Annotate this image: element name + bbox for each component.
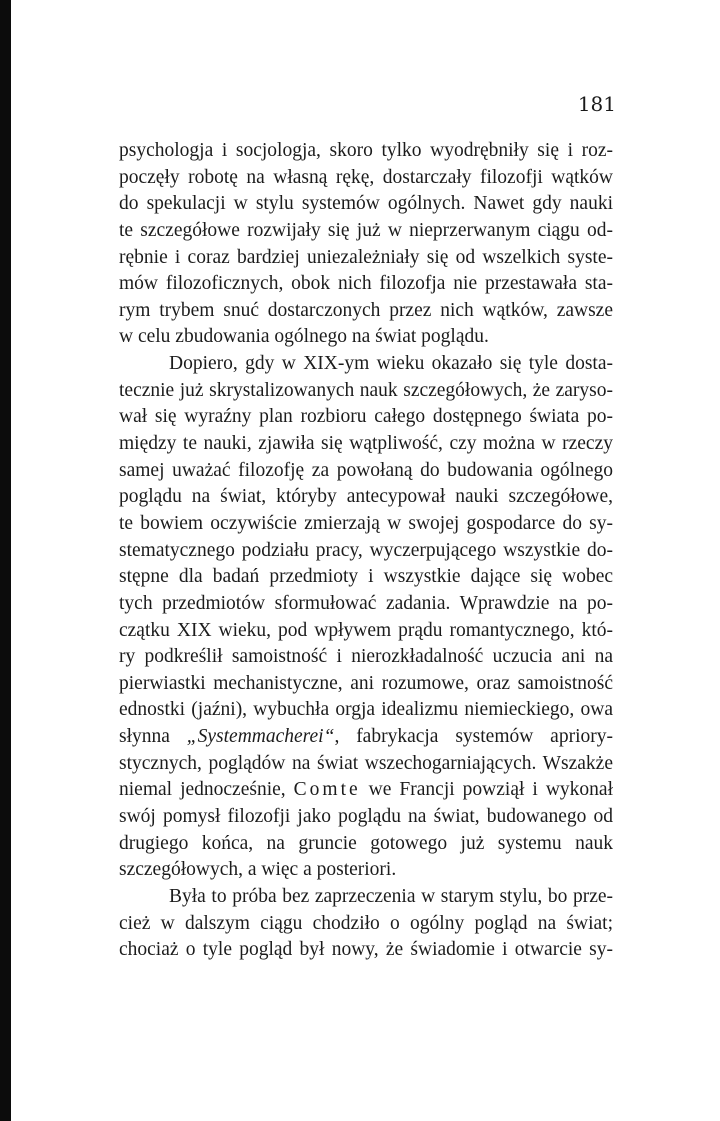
- text-line: tecznie już skrystalizowanych nauk szczegółowych, że zaryso-: [119, 379, 613, 401]
- text-line: poczęły robotę na własną rękę, dostarczały filozofji wątków: [119, 166, 613, 188]
- text-line: mów filozoficznych, obok nich filozofja nie przestawała sta-: [119, 273, 613, 295]
- text-line: ry podkreślił samoistność i nierozkładalność uczucia ani na: [119, 646, 613, 668]
- text-line: swój pomysł filozofji jako poglądu na świat, budowanego od: [119, 806, 613, 828]
- text-line: psychologja i socjologja, skoro tylko wyodrębniły się i roz-: [119, 140, 613, 161]
- text-line: między te nauki, zjawiła się wątpliwość, czy można w rzeczy: [119, 433, 613, 455]
- text-line: tych przedmiotów sformułować zadania. Wprawdzie na po-: [119, 592, 613, 614]
- text-line: chociaż o tyle pogląd był nowy, że świadomie i otwarcie sy-: [119, 939, 613, 961]
- text-line: wał się wyraźny plan rozbioru całego dostępnego świata po-: [119, 406, 613, 428]
- text-line: pierwiastki mechanistyczne, ani rozumowe, oraz samoistność: [119, 672, 613, 694]
- text-segment: , fabrykacja systemów apriory-: [334, 726, 613, 748]
- text-line: w celu zbudowania ogólnego na świat poglądu.: [119, 326, 489, 348]
- text-line: rym trybem snuć dostarczonych przez nich wątków, zawsze: [119, 299, 613, 321]
- text-line: te bowiem oczywiście zmierzają w swojej gospodarce do sy-: [119, 512, 613, 534]
- text-line: samej uważać filozofję za powołaną do budowania ogólnego: [119, 459, 613, 481]
- text-line: cież w dalszym ciągu chodziło o ogólny pogląd na świat;: [119, 912, 613, 934]
- text-line: Była to próba bez zaprzeczenia w starym stylu, bo prze-: [169, 885, 613, 907]
- text-segment: niemal jednocześnie,: [119, 779, 294, 801]
- text-line: szczegółowych, a więc a posteriori.: [119, 859, 397, 881]
- text-line: do spekulacji w stylu systemów ogólnych. Nawet gdy nauki: [119, 193, 613, 215]
- text-line: ednostki (jaźni), wybuchła orgja idealizmu niemieckiego, owa: [119, 699, 613, 721]
- text-line: [119, 777, 613, 804]
- text-line: poglądu na świat, któryby antecypował nauki szczegółowe,: [119, 486, 613, 508]
- text-line: drugiego końca, na gruncie gotowego już systemu nauk: [119, 832, 613, 854]
- scan-edge-shadow: [0, 0, 11, 1121]
- text-line: te szczegółowe rozwijały się już w nieprzerwanym ciągu od-: [119, 219, 613, 241]
- text-line: rębnie i coraz bardziej uniezależniały się od wszelkich syste-: [119, 246, 613, 268]
- spaced-name: Comte: [293, 779, 361, 801]
- text-line: stematycznego podziału pracy, wyczerpującego wszystkie do-: [119, 539, 613, 561]
- text-line: stycznych, poglądów na świat wszechogarniających. Wszakże: [119, 752, 613, 774]
- text-segment: we Francji powziął i wykonał: [360, 779, 613, 801]
- page-text: [119, 138, 613, 964]
- text-line: stępne dla badań przedmioty i wszystkie dające się wobec: [119, 566, 613, 588]
- text-line: Dopiero, gdy w XIX-ym wieku okazało się tyle dosta-: [169, 353, 613, 375]
- page-number: 181: [577, 92, 616, 116]
- text-line: [119, 724, 613, 751]
- text-line: czątku XIX wieku, pod wpływem prądu romantycznego, któ-: [119, 619, 613, 641]
- text-segment: słynna: [119, 726, 187, 748]
- italic-term: „Systemmacherei“: [186, 726, 335, 748]
